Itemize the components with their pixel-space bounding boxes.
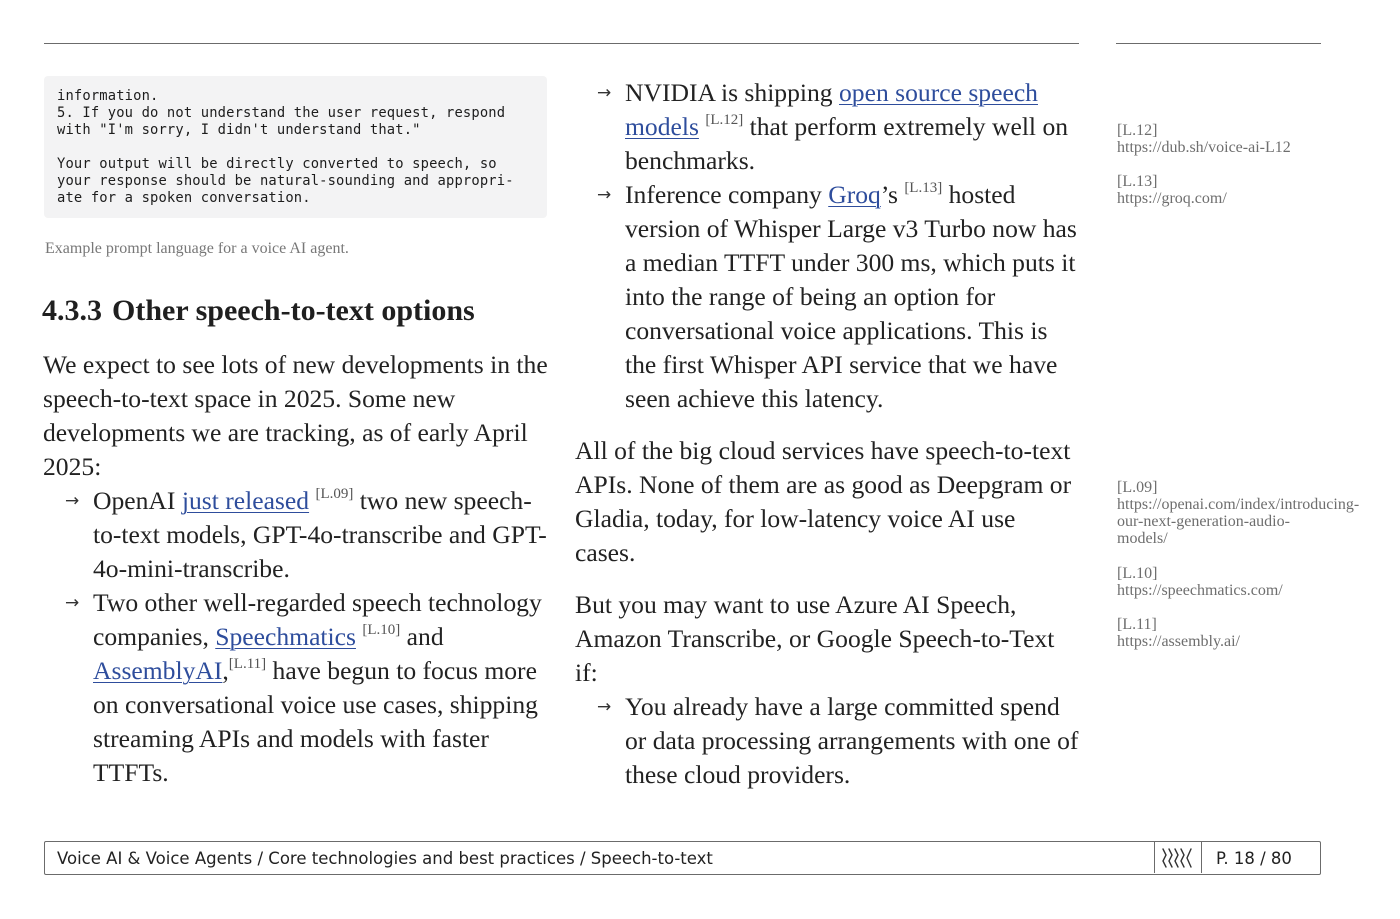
sidenote-url[interactable]: https://assembly.ai/ [1117,633,1240,650]
sidenote-url[interactable]: https://groq.com/ [1117,190,1227,207]
bullet-text: have begun to focus more on conversational voice use cases, shipping streaming APIs and models with faster TTFTs. [93,656,538,787]
bullet-text: NVIDIA is shipping [625,78,839,107]
bullet-text: You already have a large committed spend or data processing arrangements with one of these cloud providers. [625,692,1079,789]
bullet-text: Two other well-regarded speech technology companies, [93,588,542,651]
list-item [575,178,1080,416]
left-column [43,348,553,790]
code-line: Your output will be directly converted to speech, so [57,156,497,172]
sidenote-url[interactable]: https://dub.sh/voice-ai-L12 [1117,139,1291,156]
list-item [575,76,1080,178]
assemblyai-link[interactable]: AssemblyAI [93,656,223,685]
bullet-text: , [222,656,229,685]
sidenote-l12 [1117,122,1322,156]
speechmatics-link[interactable]: Speechmatics [215,622,356,651]
cloud-conditions-list [575,690,1080,792]
code-block [44,76,547,218]
sidenote-url[interactable]: https://openai.com/index/introducing-our-next-generation-audio-models/ [1117,496,1360,547]
developments-list-continued [575,76,1080,416]
developments-list [43,484,553,790]
top-rule [44,43,1079,44]
section-title: Other speech-to-text options [112,294,475,327]
code-line: ate for a spoken conversation. [57,190,311,206]
sidenote-l11 [1117,616,1322,650]
groq-link[interactable]: Groq [828,180,881,209]
arrow-right-icon: → [597,185,612,205]
section-number: 4.3.3 [42,294,102,327]
sidenote-l13 [1117,173,1322,207]
sidebar-top-rule [1116,43,1321,44]
code-line: 5. If you do not understand the user request, respond [57,105,506,121]
page-footer [44,841,1321,875]
bullet-text: hosted version of Whisper Large v3 Turbo now has a median TTFT under 300 ms, which puts it into the range of being an option for conversational voice applications. This is the first Whisper API service that we have seen achieve this latency. [625,180,1077,413]
spacer [575,416,1080,434]
arrow-right-icon: → [65,593,80,613]
reference-marker: [L.13] [904,180,943,196]
bullet-text: and [400,622,444,651]
section-heading [42,294,475,328]
wave-logo-icon [1161,847,1195,869]
code-line: with "I'm sorry, I didn't understand that." [57,122,421,138]
list-item [43,586,553,790]
sidenote-tag: [L.12] [1117,122,1158,139]
open-source-speech-models-link[interactable]: open source speech models [625,78,1038,141]
bullet-text: OpenAI [93,486,182,515]
reference-marker: [L.12] [705,112,744,128]
bullet-text: Inference company [625,180,829,209]
reference-marker: [L.10] [362,622,401,638]
arrow-right-icon: → [65,491,80,511]
sidenote-l09 [1117,479,1360,547]
sidenote-l10 [1117,565,1322,599]
reference-marker: [L.11] [228,656,267,672]
sidenote-url[interactable]: https://speechmatics.com/ [1117,582,1283,599]
bullet-text: ’s [880,180,905,209]
code-line: information. [57,88,159,104]
code-line: your response should be natural-sounding and appropri- [57,173,514,189]
cloud-services-paragraph: All of the big cloud services have speech-to-text APIs. None of them are as good as Deepgram or Gladia, today, for low-latency voice AI use cases. [575,436,1072,567]
sidenote-tag: [L.10] [1117,565,1158,582]
sidenote-tag: [L.09] [1117,479,1158,496]
code-caption: Example prompt language for a voice AI agent. [45,240,349,257]
arrow-right-icon: → [597,697,612,717]
breadcrumb[interactable]: Voice AI & Voice Agents / Core technologies and best practices / Speech-to-text [57,849,713,868]
list-item [43,484,553,586]
code-line [57,139,535,156]
right-column [575,76,1080,792]
intro-paragraph: We expect to see lots of new developments in the speech-to-text space in 2025. Some new developments we are tracking, as of early April 2025: [43,350,548,481]
bullet-text: two new speech-to-text models, GPT-4o-transcribe and GPT-4o-mini-transcribe. [93,486,547,583]
arrow-right-icon: → [597,83,612,103]
reference-marker: [L.09] [315,486,354,502]
page-number: P. 18 / 80 [1216,849,1292,868]
sidenote-tag: [L.11] [1117,616,1157,633]
bullet-text: that perform extremely well on benchmarks. [625,112,1069,175]
cloud-options-paragraph: But you may want to use Azure AI Speech, Amazon Transcribe, or Google Speech-to-Text if: [575,590,1055,687]
list-item [575,690,1080,792]
sidenote-tag: [L.13] [1117,173,1158,190]
spacer [575,570,1080,588]
logo-cell [1154,842,1202,873]
just-released-link[interactable]: just released [181,486,310,515]
